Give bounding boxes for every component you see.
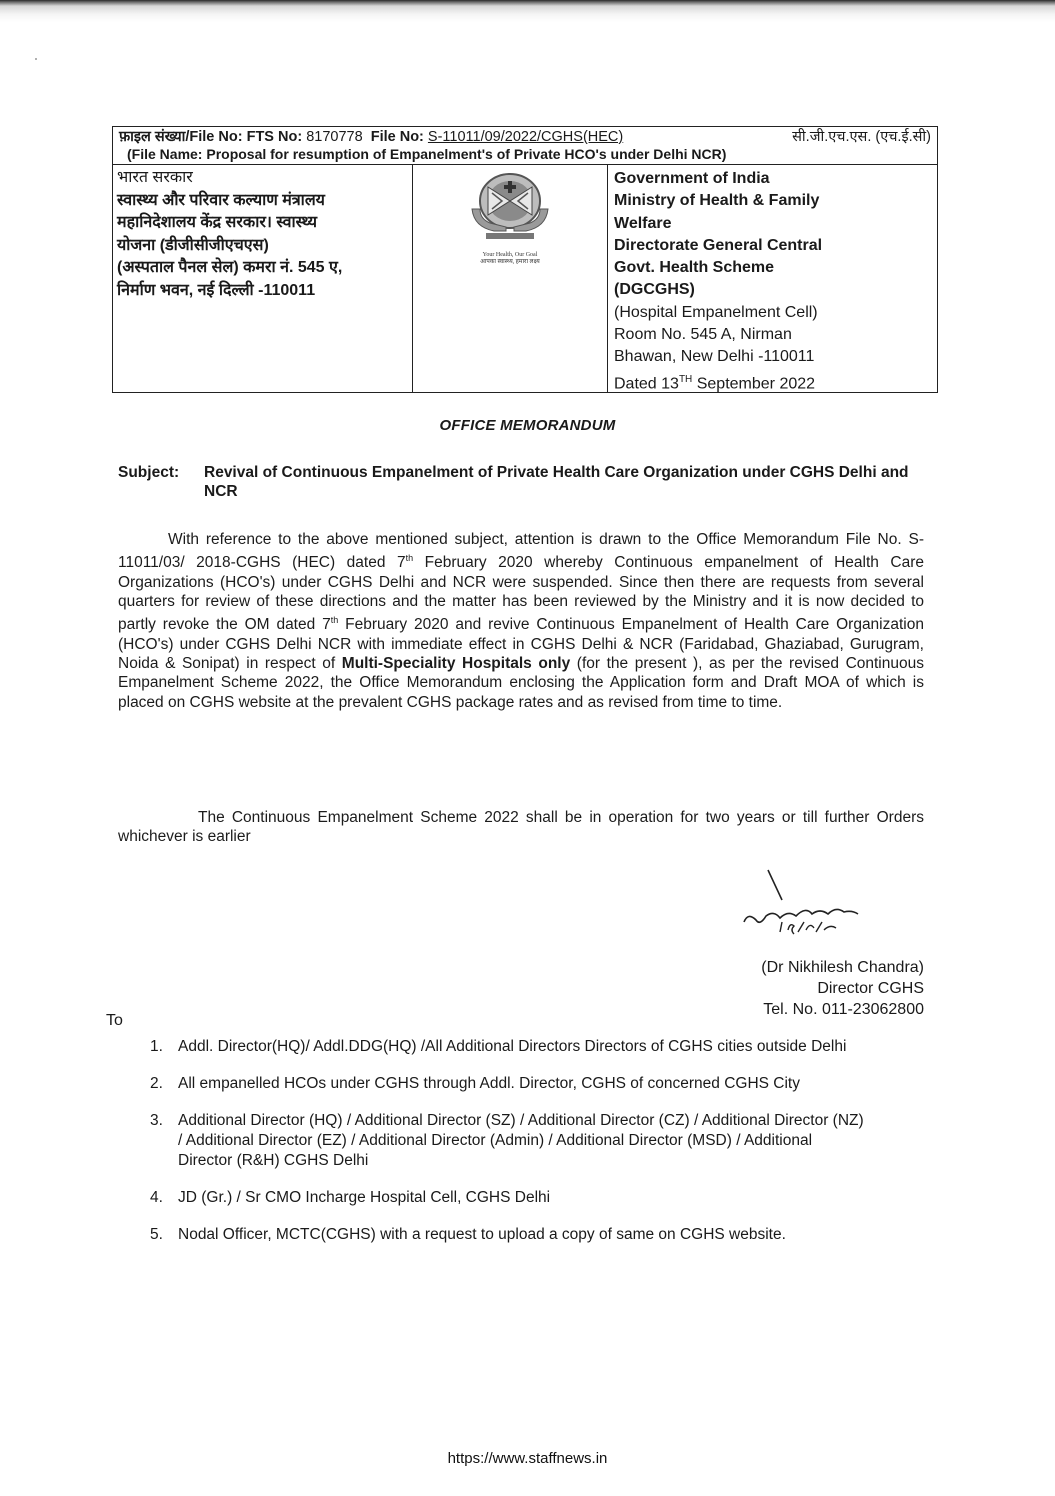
logo-cell (413, 165, 608, 392)
logo-caption: Your Health, Our Goal (482, 252, 538, 258)
body-paragraph-2 (118, 808, 924, 847)
recipient-text: All empanelled HCOs under CGHS through Addl. Director, CGHS of concerned CGHS City (178, 1075, 800, 1092)
logo-caption-hindi: आपका स्वास्थ्य, हमारा लक्ष्य (480, 259, 540, 265)
recipient-text: JD (Gr.) / Sr CMO Incharge Hospital Cell, CGHS Delhi (178, 1189, 551, 1206)
hindi-address-line: (अस्पताल पैनल सेल) कमरा नं. 545 ए, (117, 259, 343, 276)
to-label: To (106, 1012, 123, 1029)
body-paragraph-1 (118, 530, 924, 712)
signatory-designation: Director CGHS (817, 980, 924, 997)
dated-sup: TH (678, 373, 693, 385)
scan-edge-shadow (0, 0, 1055, 22)
recipient-item (150, 1111, 930, 1171)
recipient-number: 3. (150, 1112, 163, 1129)
signatory-name: (Dr Nikhilesh Chandra) (761, 959, 924, 976)
hindi-address-line: निर्माण भवन, नई दिल्ली -110011 (117, 281, 316, 299)
para-bold-text: Multi-Speciality Hospitals only (341, 655, 571, 673)
dated-line (614, 369, 931, 396)
recipient-text: Additional Director (HQ) / Additional Director (SZ) / Additional Director (CZ) / Additional Director (NZ) / Additional Director (EZ) / Additional Director (Admin) / Additional Director (MSD) / Additional Director (R&H) CGHS Delhi (178, 1112, 864, 1169)
subject-label: Subject: (118, 464, 180, 481)
para-sup: th (405, 553, 414, 564)
hindi-address-line: महानिदेशालय केंद्र सरकार। स्वास्थ्य (117, 214, 318, 231)
para-text: February 2020 and revive Continuous Empanelment of Health Care Organization (HCO's) under CGHS Delhi NCR with immediate effect in CGHS Delhi & NCR (Faridabad, Ghaziabad, Gurugram, Noida & Sonipat) in respect of (118, 616, 924, 673)
memo-title: OFFICE MEMORANDUM (439, 417, 616, 434)
file-no-label: File No: (370, 129, 424, 145)
english-address-line: Bhawan, New Delhi -110011 (614, 348, 815, 366)
recipient-number: 4. (150, 1189, 163, 1206)
english-address-line: Directorate General Central (614, 236, 823, 254)
hindi-address (113, 165, 413, 392)
recipient-text: Addl. Director(HQ)/ Addl.DDG(HQ) /All Additional Directors Directors of CGHS cities outside Delhi (178, 1038, 847, 1055)
english-address-line: (Hospital Empanelment Cell) (614, 303, 818, 321)
english-address-line: Room No. 545 A, Nirman (614, 326, 792, 344)
hindi-address-line: स्वास्थ्य और परिवार कल्याण मंत्रालय (117, 191, 325, 209)
recipient-list (150, 1037, 930, 1262)
file-name: (File Name: Proposal for resumption of Empanelment's of Private HCO's under Delhi NCR) (127, 146, 727, 162)
letterhead-table (112, 126, 938, 393)
recipient-item (150, 1074, 930, 1094)
para-sup: th (330, 615, 339, 626)
recipient-item (150, 1188, 930, 1208)
fts-label: FTS No: (246, 129, 303, 145)
dated-suffix: September 2022 (692, 375, 816, 392)
file-number-row (113, 127, 937, 165)
hindi-address-line: योजना (डीजीसीजीएचएस) (117, 236, 269, 254)
file-number: S-11011/09/2022/CGHS(HEC) (427, 129, 624, 145)
english-address-line: Govt. Health Scheme (614, 259, 775, 277)
subject-line (118, 463, 928, 501)
english-address-line: Government of India (614, 170, 770, 187)
subject-text: Revival of Continuous Empanelment of Private Health Care Organization under CGHS Delhi and NCR (204, 464, 909, 500)
recipient-number: 5. (150, 1226, 163, 1243)
hindi-address-line: भारत सरकार (117, 169, 193, 186)
fts-number: 8170778 (306, 129, 363, 145)
signatory-tel: Tel. No. 011-23062800 (763, 1001, 924, 1018)
dated-prefix: Dated 13 (614, 375, 679, 392)
english-address-line: Ministry of Health & Family (614, 192, 820, 210)
english-address-line: Welfare (614, 214, 672, 232)
recipient-text: Nodal Officer, MCTC(CGHS) with a request to upload a copy of same on CGHS website. (178, 1226, 786, 1243)
recipient-item (150, 1225, 930, 1245)
recipient-number: 1. (150, 1038, 163, 1055)
english-address-line: (DGCGHS) (614, 281, 695, 299)
footer-url-link[interactable]: https://www.staffnews.in (447, 1450, 608, 1467)
signature-icon (740, 860, 940, 950)
file-label: फ़ाइल संख्या/File No: (119, 129, 243, 145)
signatory-block (706, 957, 924, 1020)
para-text: The Continuous Empanelment Scheme 2022 shall be in operation for two years or till further Orders whichever is earlier (118, 809, 924, 846)
file-number-hindi: सी.जी.एच.एस. (एच.ई.सी) (792, 129, 931, 145)
scan-speck (35, 58, 37, 60)
cghs-emblem-icon (450, 169, 570, 247)
recipient-item (150, 1037, 930, 1057)
para-text: (for the present ), as per the revised Continuous Empanelment Scheme 2022, the Office Memorandum enclosing the Application form and Draft MOA of which is placed on CGHS website at the prevalent CGHS package rates and as revised from time to time. (118, 655, 924, 711)
para-text: With reference to the above mentioned subject, attention is drawn to the Office Memorandum File No. S-11011/03/ 2018-CGHS (HEC) dated 7 (118, 531, 924, 572)
para-text: February 2020 whereby Continuous empanelment of Health Care Organizations (HCO's) under CGHS Delhi and NCR were suspended. Since then there are requests from several quarters for review of these directions and the matter has been reviewed by the Ministry and it is now decided to partly revoke the OM dated 7 (118, 554, 925, 634)
english-address (608, 165, 937, 392)
recipient-number: 2. (150, 1075, 163, 1092)
